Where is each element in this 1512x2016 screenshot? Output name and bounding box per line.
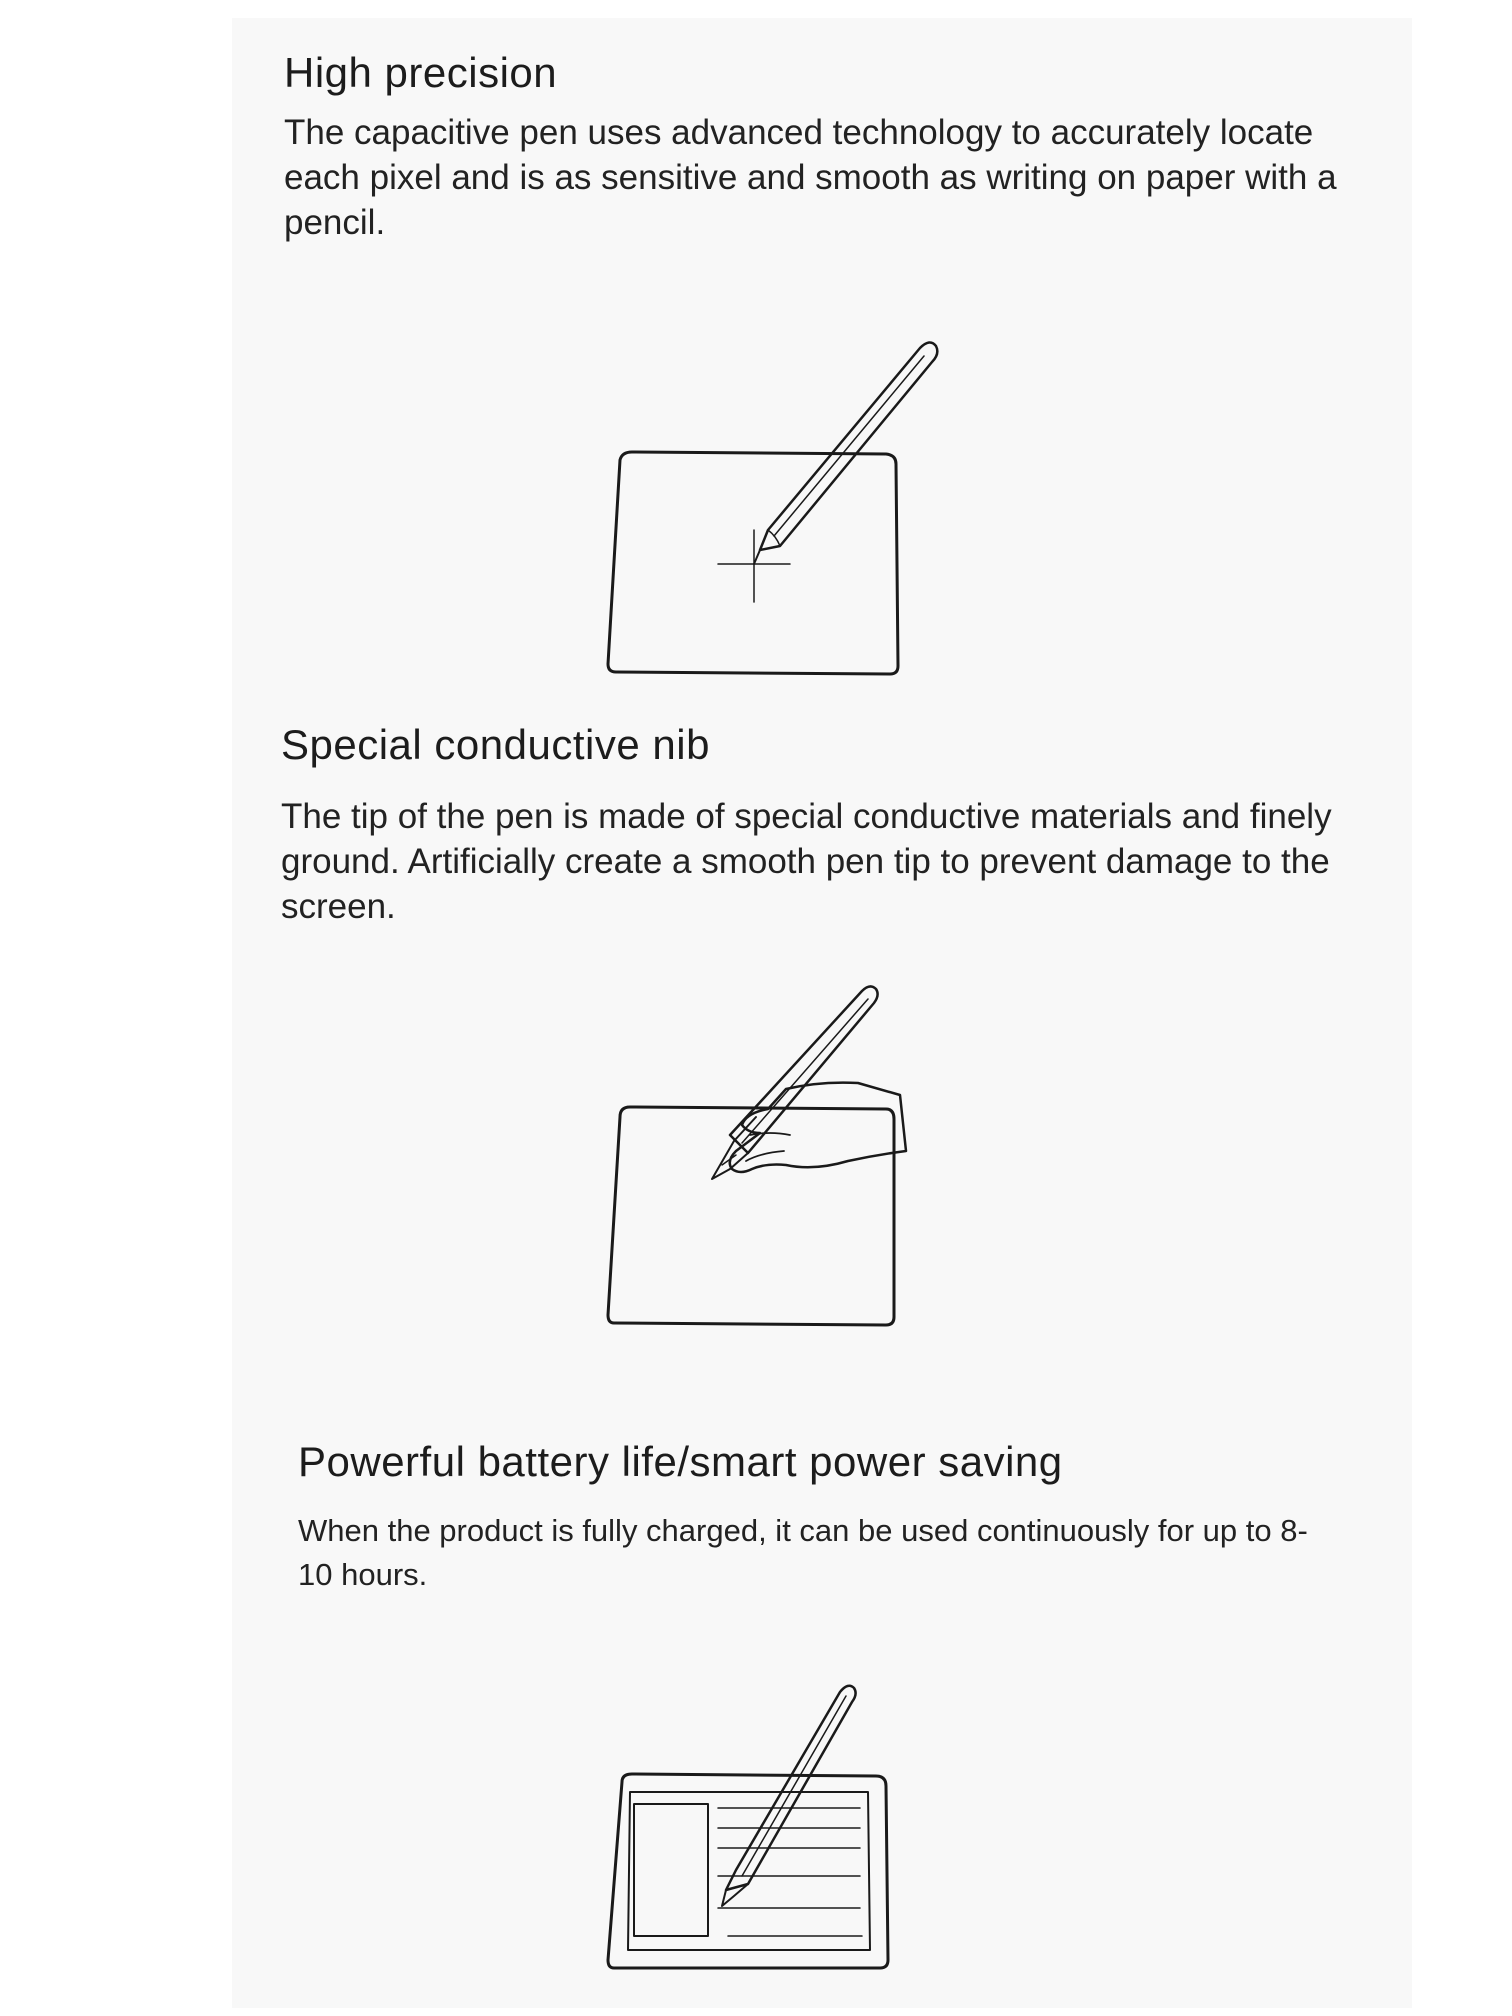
section-heading: High precision xyxy=(284,49,558,96)
section-battery-life xyxy=(298,1437,1338,1597)
pen-writing-tablet-document-icon xyxy=(600,1680,900,1980)
hand-holding-pen-tablet-icon xyxy=(600,985,920,1325)
section-body: The capacitive pen uses advanced technology to accurately locate each pixel and is as sensitive and smooth as writing on paper with a pencil. xyxy=(284,113,1337,242)
section-high-precision xyxy=(284,48,1344,245)
section-conductive-nib xyxy=(281,720,1351,929)
section-body: The tip of the pen is made of special conductive materials and finely ground. Artificially create a smooth pen tip to prevent damage to the screen. xyxy=(281,797,1332,926)
section-body: When the product is fully charged, it can be used continuously for up to 8-10 hours. xyxy=(298,1513,1308,1592)
section-heading: Powerful battery life/smart power saving xyxy=(298,1438,1063,1485)
pen-crosshair-tablet-icon xyxy=(600,340,940,680)
section-heading: Special conductive nib xyxy=(281,721,710,768)
